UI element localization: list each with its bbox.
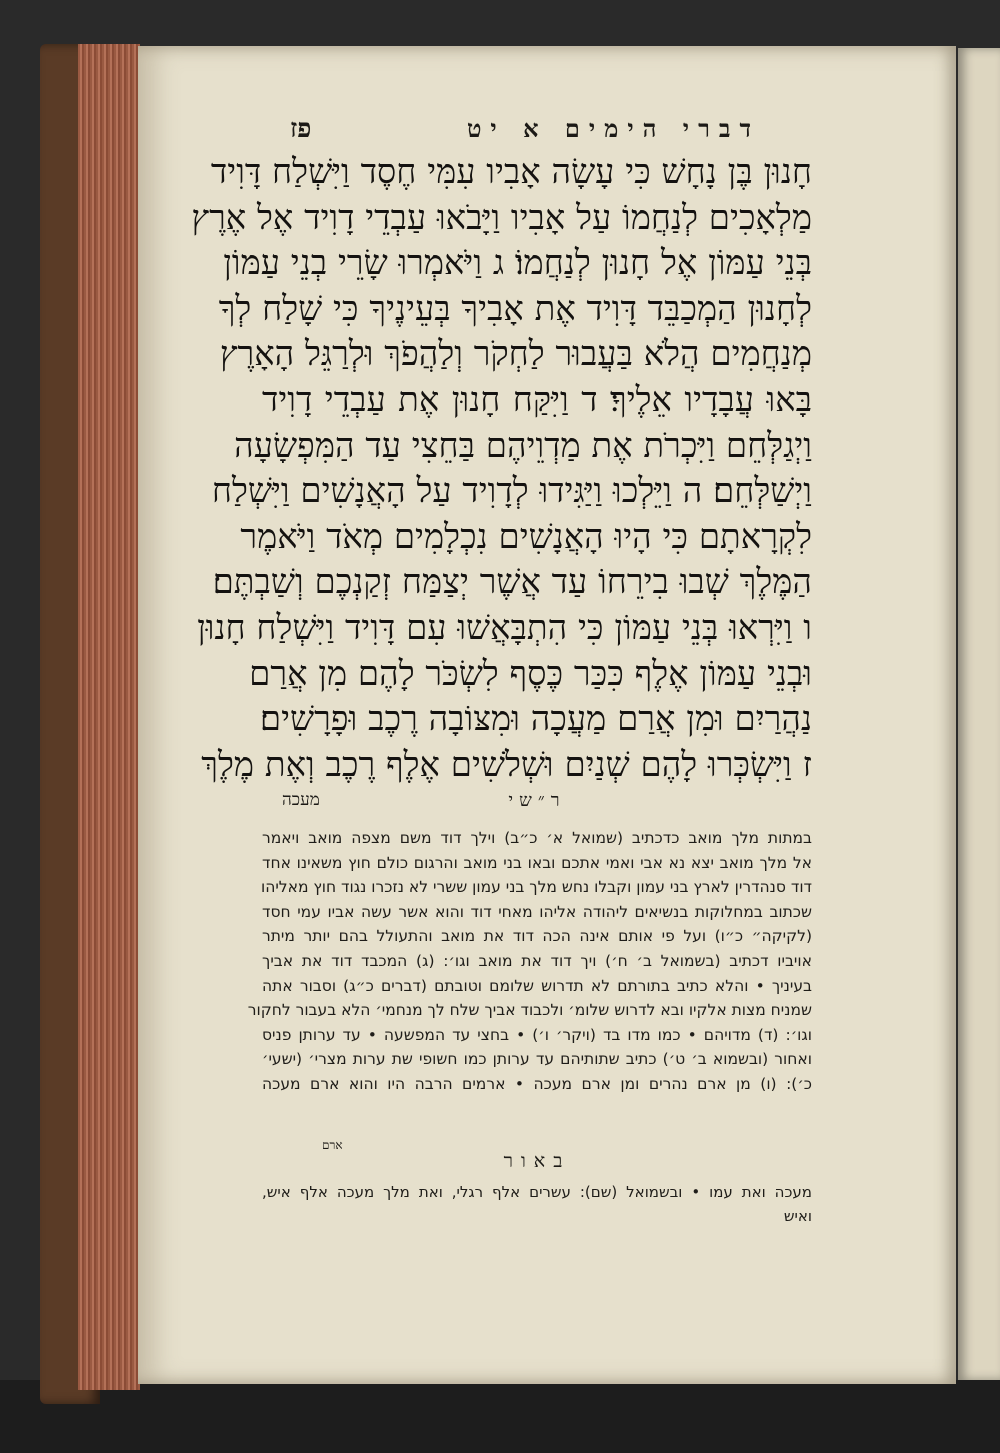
catchword: מעכה bbox=[282, 790, 320, 810]
commentary-line: כ׳): (ו) מן ארם נהרים ומן ארם מעכה • ארמים הרבה היו והוא ארם מעכה bbox=[262, 1074, 812, 1093]
commentary-line: דוד סנהדרין לארץ בני עמון וקבלו נחש מלך בני עמון ששרי לא נזכרו נגוד חוץ מאליהו bbox=[260, 878, 812, 897]
biur-line: מעכה ואת עמו • ובשמואל (שם): עשרים אלף רגלי, ואת מלך מעכה אלף איש, bbox=[262, 1183, 812, 1201]
background-bottom bbox=[0, 1380, 1000, 1453]
main-text-line: לְחָנוּן הַמְכַבֵּד דָּוִיד אֶת אָבִיךָ בְּעֵינֶיךָ כִּי שָׁלַח לְךָ bbox=[218, 288, 812, 329]
commentary-line: שמניח מצות אלקיו ובא לדרוש שלומ׳ ולכבוד אביך שלח לך מנחמי׳ הלא בעבור לחקור bbox=[247, 1001, 812, 1020]
main-text-line: לִקְרָאתָם כִּי הָיוּ הָאֲנָשִׁים נִכְלָמִים מְאֹד וַיֹּאמֶר bbox=[240, 516, 812, 557]
main-text-line: וַיְשַׁלְּחֵם׃ ה וַיֵּלְכוּ וַיַּגִּידוּ לְדָוִיד עַל הָאֲנָשִׁים וַיִּשְׁלַח bbox=[211, 471, 812, 512]
main-text-line: וַיְגַלְּחֵם וַיִּכְרֹת אֶת מַדְוֵיהֶם בַּחֵצִי עַד הַמִּפְשָׂעָה bbox=[234, 425, 812, 466]
commentary-line: (לקיקה״ כ״ו) ועל פי אותם אינה הכה דוד את מואב והתעולל בהם יותר מיתר bbox=[262, 927, 812, 946]
page-edges bbox=[78, 44, 140, 1390]
main-text-line: הַמֶּלֶךְ שְׁבוּ בִירֵחוֹ עַד אֲשֶׁר יְצַמַּח זְקַנְכֶם וְשַׁבְתֶּם׃ bbox=[212, 562, 812, 603]
commentary-line: אויביו דכתיב (בשמואל ב׳ ח׳) ויך דוד את מואב וגו׳: (ג) המכבד דוד את אביך bbox=[262, 951, 812, 970]
main-text-line: מַלְאָכִים לְנַחֲמוֹ עַל אָבִיו וַיָּבֹאוּ עַבְדֵי דָוִיד אֶל אֶרֶץ bbox=[191, 197, 812, 238]
main-text-line: נַהֲרַיִם וּמִן אֲרַם מַעֲכָה וּמִצּוֹבָה רֶכֶב וּפָרָשִׁים׃ bbox=[259, 699, 812, 740]
main-text-line: מְנַחֲמִים הֲלֹא בַּעֲבוּר לַחְקֹר וְלַהֲפֹךְ וּלְרַגֵּל הָאָרֶץ bbox=[219, 334, 812, 375]
commentary-line: שכתוב במחלוקות בנשיאים ליהודה אליהו מאחי דוד והוא אשר עשה אביו עמי חסד bbox=[262, 902, 812, 921]
commentary-line: בעיניך • והלא כתיב בתורתם לא תדרוש שלומם וטובתם (דברים כ״ג) וסבור אתה bbox=[262, 976, 812, 995]
main-text-line: ו וַיִּרְאוּ בְּנֵי עַמּוֹן כִּי הִתְבָּאֲשׁוּ עִם דָּוִיד וַיִּשְׁלַח חָנוּן bbox=[197, 607, 812, 648]
rashi-header bbox=[262, 790, 812, 816]
biur-title: באור bbox=[503, 1150, 571, 1172]
page-number: פז bbox=[290, 114, 312, 144]
rashi-title: ר״שי bbox=[508, 790, 566, 811]
rashi-commentary bbox=[247, 826, 812, 1097]
facing-page-edge bbox=[958, 48, 1000, 1380]
page-header bbox=[290, 114, 760, 148]
main-text-line: בְּנֵי עַמּוֹן אֶל חָנוּן לְנַחֲמוֹ׃ ג וַיֹּאמְרוּ שָׂרֵי בְנֵי עַמּוֹן bbox=[223, 243, 812, 284]
main-text-line: ז וַיִּשְׂכְּרוּ לָהֶם שְׁנַיִם וּשְׁלֹשִׁים אֶלֶף רֶכֶב וְאֶת מֶלֶךְ bbox=[201, 744, 812, 785]
signature-mark: ארם bbox=[322, 1138, 343, 1152]
commentary-line: אל מלך מואב יצא נא אבי ואמי אתכם ובאו בני מואב והרגום כולם חוץ משאינו אחד bbox=[262, 853, 812, 872]
biur-commentary bbox=[262, 1180, 812, 1228]
commentary-line: וגו׳: (ד) מדויהם • כמו מדו בד (ויקר׳ ו׳) • בחצי עד המפשעה • עד ערותן פניס bbox=[262, 1025, 812, 1044]
commentary-line: ואחור (ובשמוא ב׳ ט׳) כתיב שתותיהם עד ערותן כמו חשופי שת ערות מצרי׳ (ישעי׳ bbox=[262, 1050, 812, 1069]
running-title: דברי הימים א יט bbox=[466, 114, 760, 143]
main-text-line: חָנוּן בֶּן נָחָשׁ כִּי עָשָׂה אָבִיו עִמִּי חֶסֶד וַיִּשְׁלַח דָּוִיד bbox=[210, 152, 812, 192]
commentary-line: במתות מלך מואב כדכתיב (שמואל א׳ כ״ב) וילך דוד משם מצפה מואב ויאמר bbox=[262, 829, 812, 847]
main-text-line: וּבְנֵי עַמּוֹן אֶלֶף כִּכַּר כֶּסֶף לִשְׂכֹּר לָהֶם מִן אֲרַם bbox=[249, 653, 812, 694]
main-text-block bbox=[191, 150, 812, 788]
biur-line: ואיש bbox=[783, 1207, 812, 1225]
main-text-line: בָּאוּ עֲבָדָיו אֵלֶיךָ׃ ד וַיִּקַּח חָנוּן אֶת עַבְדֵי דָוִיד bbox=[262, 379, 812, 420]
